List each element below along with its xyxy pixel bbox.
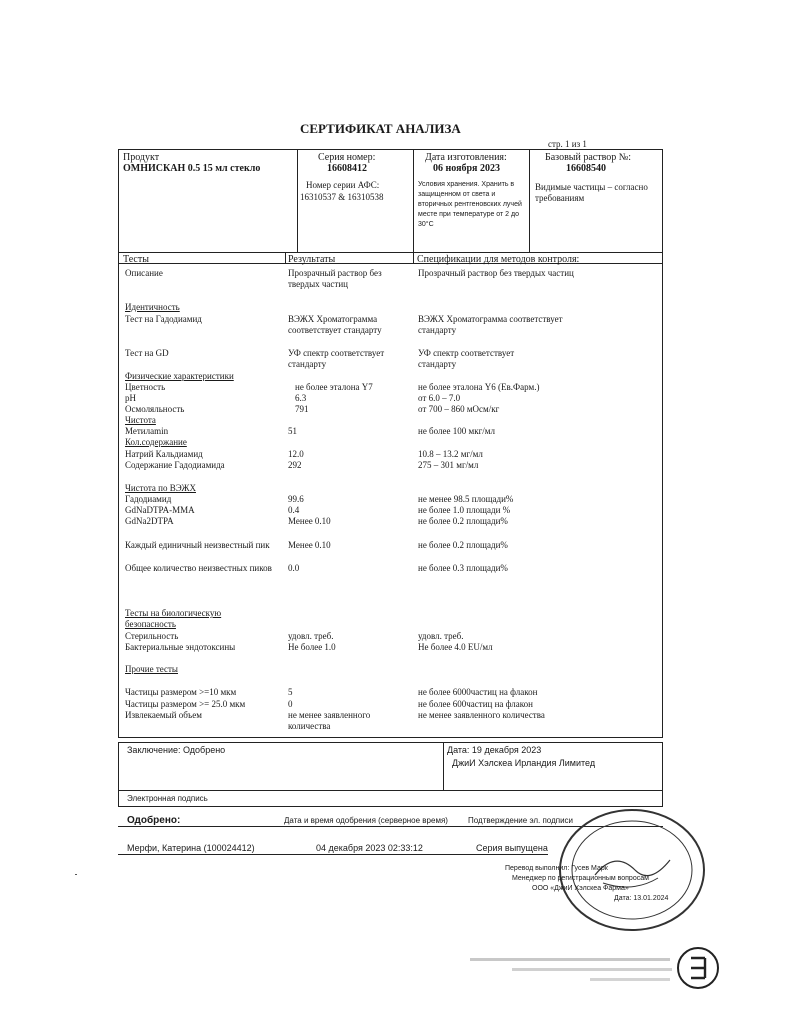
row-test: Натрий Кальдиамид <box>125 449 203 459</box>
row-spec: удовл. треб. <box>418 631 464 641</box>
row-spec: не более 6000частиц на флакон <box>418 687 538 697</box>
row-result: ВЭЖХ Хроматограмма соответствует стандарту <box>288 314 382 335</box>
row-spec: не более 600частиц на флакон <box>418 699 533 709</box>
manufacture-date-label: Дата изготовления: <box>425 152 507 163</box>
base-solution-label: Базовый раствор №: <box>545 152 632 163</box>
row-result: Менее 0.10 <box>288 540 331 550</box>
product-value: ОМНИСКАН 0.5 15 мл стекло <box>123 163 261 174</box>
stamp-company-line: ООО «ДжиИ Хэлскеа Фарма» <box>532 885 629 892</box>
row-spec: 275 – 301 мг/мл <box>418 460 479 470</box>
footer-divider-1 <box>118 790 663 791</box>
table-bottom-border <box>118 737 663 738</box>
row-test: Каждый единичный неизвестный пик <box>125 540 270 550</box>
row-result: не более эталона Y7 <box>295 382 373 392</box>
approval-bottom-border <box>118 854 548 855</box>
section-heading: Чистота <box>125 415 156 425</box>
row-spec: Прозрачный раствор без твердых частиц <box>418 268 574 278</box>
row-spec: не более 0.3 площади% <box>418 563 508 573</box>
header-divider-1 <box>297 149 298 253</box>
column-divider-1 <box>285 252 286 264</box>
stamp-date-line: Дата: 13.01.2024 <box>614 895 669 902</box>
row-test: Осмоляльность <box>125 404 185 414</box>
row-test: GdNa2DTPA <box>125 516 174 526</box>
watermark-line <box>512 968 672 971</box>
page-number: стр. 1 из 1 <box>548 139 587 149</box>
signature-confirmation-label: Подтверждение эл. подписи <box>468 816 574 825</box>
series-value: 16608412 <box>327 163 367 174</box>
table-top-border <box>118 149 663 150</box>
row-test: GdNaDTPA-MMA <box>125 505 195 515</box>
row-result: Прозрачный раствор без твердых частиц <box>288 268 382 289</box>
header-bottom-border <box>118 252 663 253</box>
footer-left-border <box>118 742 119 807</box>
row-test: Частицы размером >=10 мкм <box>125 687 237 697</box>
header-divider-3 <box>529 149 530 253</box>
row-result: 6.3 <box>295 393 307 403</box>
approved-label: Одобрено: <box>127 815 181 826</box>
column-header-spec: Спецификации для методов контроля: <box>417 254 580 265</box>
row-spec: не менее 98.5 площади% <box>418 494 514 504</box>
row-test: Бактериальные эндотоксины <box>125 642 236 652</box>
row-test: Тест на GD <box>125 348 169 358</box>
column-header-tests: Тесты <box>123 254 149 265</box>
section-heading: Физические характеристики <box>125 371 234 381</box>
api-series-value: 16310537 & 16310538 <box>300 192 384 202</box>
row-test: Тест на Гадодиамид <box>125 314 202 324</box>
row-spec: не более эталона Y6 (Ев.Фарм.) <box>418 382 540 392</box>
row-spec: не более 1.0 площади % <box>418 505 511 515</box>
header-divider-2 <box>413 149 414 253</box>
translator-line: Перевод выполнил: Гусев Марк <box>505 865 608 872</box>
row-test: Описание <box>125 268 163 278</box>
column-header-results: Результаты <box>288 254 336 265</box>
row-spec: 10.8 – 13.2 мг/мл <box>418 449 483 459</box>
row-result: 51 <box>288 426 297 436</box>
product-label: Продукт <box>123 152 160 163</box>
conclusion-text: Заключение: Одобрено <box>127 745 226 755</box>
row-result: 791 <box>295 404 309 414</box>
release-status: Серия выпущена <box>476 843 548 853</box>
manufacture-date-value: 06 ноября 2023 <box>433 163 500 174</box>
row-result: 0 <box>288 699 293 709</box>
row-spec: от 700 – 860 мОсм/кг <box>418 404 500 414</box>
row-result: Не более 1.0 <box>288 642 336 652</box>
row-spec: не менее заявленного количества <box>418 710 545 720</box>
row-result: не менее заявленного количества <box>288 710 371 731</box>
row-result: 0.0 <box>288 563 300 573</box>
section-heading: Кол.содержание <box>125 437 187 447</box>
row-test: Цветность <box>125 382 166 392</box>
row-test: Содержание Гадодиамида <box>125 460 225 470</box>
row-test: Гадодиамид <box>125 494 172 504</box>
row-spec: УФ спектр соответствует стандарту <box>418 348 515 369</box>
column-divider-2 <box>413 252 414 264</box>
section-heading: Чистота по ВЭЖХ <box>125 483 196 493</box>
row-spec: не более 100 мкг/мл <box>418 426 495 436</box>
row-result: Менее 0.10 <box>288 516 331 526</box>
electronic-signature-label: Электронная подпись <box>127 794 208 803</box>
table-left-border <box>118 149 119 737</box>
row-spec: ВЭЖХ Хроматограмма соответствует стандарту <box>418 314 563 335</box>
row-test: pH <box>125 393 136 403</box>
row-result: удовл. треб. <box>288 631 334 641</box>
watermark-line <box>590 978 670 981</box>
row-result: 292 <box>288 460 302 470</box>
columns-bottom-border <box>118 263 663 264</box>
company-name: ДжиИ Хэлскеа Ирландия Лимитед <box>452 758 596 768</box>
row-test: Извлекаемый объем <box>125 710 202 720</box>
row-spec: Не более 4.0 EU/мл <box>418 642 493 652</box>
row-spec: от 6.0 – 7.0 <box>418 393 461 403</box>
row-test: Метилamin <box>125 426 169 436</box>
row-result: 5 <box>288 687 293 697</box>
api-series-label: Номер серии АФС: <box>306 180 380 190</box>
series-label: Серия номер: <box>318 152 376 163</box>
row-result: 12.0 <box>288 449 304 459</box>
footer-top-border <box>118 742 663 743</box>
visible-particles: Видимые частицы – согласно требованиям <box>535 182 648 203</box>
row-test: Общее количество неизвестных пиков <box>125 563 272 573</box>
footer-right-border <box>662 742 663 807</box>
scan-dot <box>75 874 77 875</box>
approval-timestamp: 04 декабря 2023 02:33:12 <box>316 843 423 853</box>
registry-logo-icon <box>676 946 720 990</box>
row-spec: не более 0.2 площади% <box>418 540 508 550</box>
storage-conditions: Условия хранения. Хранить в защищенном от света и вторичных рентгеновских лучей месте при температуре от 2 до 30°С <box>418 181 522 228</box>
watermark-line <box>470 958 670 961</box>
row-spec: не более 0.2 площади% <box>418 516 508 526</box>
footer-vertical-divider <box>443 742 444 790</box>
section-heading: Идентичность <box>125 302 180 312</box>
section-heading: Прочие тесты <box>125 664 178 674</box>
row-test: Стерильность <box>125 631 179 641</box>
document-title: СЕРТИФИКАТ АНАЛИЗА <box>300 121 461 136</box>
section-heading: Тесты на биологическую безопасность <box>125 608 222 629</box>
base-solution-value: 16608540 <box>566 163 606 174</box>
row-test: Частицы размером >= 25.0 мкм <box>125 699 246 709</box>
row-result: 99.6 <box>288 494 304 504</box>
table-right-border <box>662 149 663 737</box>
manager-line: Менеджер по регистрационным вопросам <box>512 875 649 882</box>
approval-time-label: Дата и время одобрения (серверное время) <box>284 816 448 825</box>
approver-name: Мерфи, Катерина (100024412) <box>127 843 255 853</box>
conclusion-date: Дата: 19 декабря 2023 <box>447 745 542 755</box>
row-result: УФ спектр соответствует стандарту <box>288 348 385 369</box>
row-result: 0.4 <box>288 505 300 515</box>
